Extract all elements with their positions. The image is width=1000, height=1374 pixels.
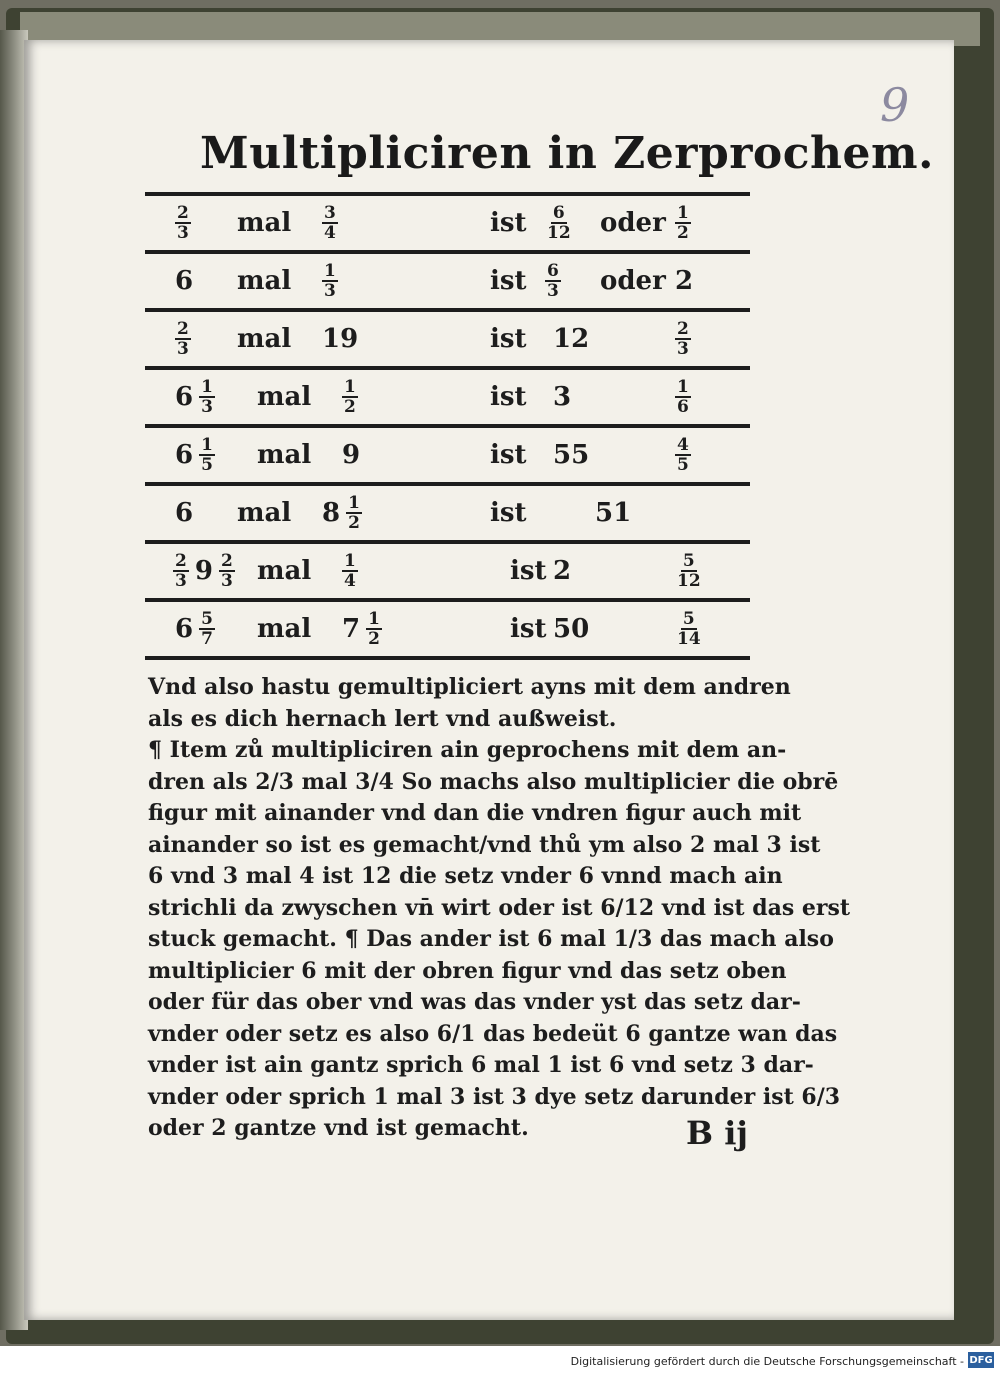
simplified-value: [675, 204, 691, 242]
left-value-numerator: 2: [177, 203, 189, 223]
left-whole: 6: [175, 440, 194, 470]
simplified-value-denominator: 6: [677, 397, 689, 417]
text-line: stuck gemacht. ¶ Das ander ist 6 mal 1/3 das mach also: [148, 926, 834, 952]
simplified-value-numerator: 4: [677, 435, 689, 455]
right-value: 19: [322, 324, 359, 354]
left-whole: 6: [175, 382, 194, 412]
right-value-numerator: 1: [324, 261, 336, 281]
operator-ist: ist: [490, 382, 527, 412]
right-value-numerator: 3: [324, 203, 336, 223]
text-line: multiplicier 6 mit der obren figur vnd das setz oben: [148, 957, 787, 984]
right-value-numerator: 1: [368, 609, 380, 629]
left-value: [219, 552, 235, 590]
right-value-denominator: 4: [324, 223, 336, 243]
simplified-value-numerator: 2: [677, 319, 689, 339]
right-value-denominator: 2: [368, 629, 380, 649]
left-operand: [175, 311, 191, 367]
body-text: [148, 672, 851, 1145]
operator-mal: mal: [237, 266, 292, 296]
page-number-mark: 9: [880, 78, 910, 132]
simplified-value-numerator: 5: [682, 551, 695, 571]
operator-mal: mal: [237, 324, 292, 354]
text-line: vnder ist ain gantz sprich 6 mal 1 ist 6 vnd setz 3 dar-: [148, 1052, 814, 1078]
left-whole: 9: [194, 556, 213, 586]
text-line: oder für das ober vnd was das vnder yst das setz dar-: [148, 989, 801, 1015]
right-value: [366, 610, 382, 648]
left-operand: [175, 253, 193, 309]
right-value: [322, 262, 338, 300]
result-value: 55: [553, 440, 590, 470]
table-row: [145, 601, 750, 657]
operator-mal: mal: [257, 440, 312, 470]
left-value: 6: [175, 498, 194, 528]
left-value: 6: [175, 266, 194, 296]
left-value-denominator: 3: [201, 397, 213, 417]
right-operand: [322, 485, 362, 541]
left-value: [175, 320, 191, 358]
right-value: [346, 494, 362, 532]
text-line: dren als 2/3 mal 3/4 So machs also multiplicier die obrē: [148, 768, 839, 795]
left-operand: [175, 427, 215, 483]
left-value-denominator: 5: [201, 455, 213, 475]
simplified-value-numerator: 1: [677, 377, 689, 397]
right-whole: 8: [322, 498, 341, 528]
simplified-value-denominator: 2: [677, 223, 689, 243]
operator-mal: mal: [237, 208, 292, 238]
page-title: Multipliciren in Zerprochem.: [200, 128, 934, 179]
right-value-numerator: 1: [348, 493, 360, 513]
simplified-value: [675, 552, 703, 590]
right-value-denominator: 2: [344, 397, 356, 417]
result-value: 51: [595, 498, 632, 528]
operator-mal: mal: [237, 498, 292, 528]
table-row: [145, 485, 750, 541]
table-row: [145, 195, 750, 251]
left-value-denominator: 3: [220, 571, 233, 591]
table-rule: [145, 656, 750, 660]
operator-mal: mal: [257, 556, 312, 586]
simplified-value: [675, 436, 691, 474]
left-operand: [175, 485, 193, 541]
text-line: 6 vnd 3 mal 4 ist 12 die setz vnder 6 vnnd mach ain: [148, 863, 783, 889]
right-value: 9: [342, 440, 361, 470]
left-operand: [175, 195, 191, 251]
simplified-value-numerator: 5: [682, 609, 695, 629]
simplified-value-denominator: 3: [677, 339, 689, 359]
right-value-numerator: 1: [344, 551, 356, 571]
operator-mal: mal: [257, 382, 312, 412]
operator-oder: oder: [600, 208, 666, 238]
result-value-denominator: 12: [547, 223, 571, 243]
right-value: [322, 204, 338, 242]
operator-ist: ist: [490, 208, 527, 238]
left-operand: [175, 601, 215, 657]
right-value: [342, 378, 358, 416]
result-value-denominator: 3: [547, 281, 559, 301]
operator-ist: ist: [490, 440, 527, 470]
right-whole: 7: [342, 614, 361, 644]
operator-ist: ist: [490, 266, 527, 296]
left-value-denominator: 7: [201, 629, 213, 649]
text-line: ¶ Item zů multipliciren ain geprochens mit dem an-: [148, 737, 787, 763]
table-row: [145, 543, 750, 599]
left-prefix-fraction-numerator: 2: [175, 551, 187, 571]
operator-ist: ist: [490, 324, 527, 354]
text-line: vnder oder setz es also 6/1 das bedeüt 6 gantze wan das: [148, 1020, 838, 1047]
result-value: 50: [553, 614, 590, 644]
text-line: strichli da zwyschen vn̄ wirt oder ist 6/12 vnd ist das erst: [148, 894, 851, 921]
right-operand: [342, 427, 360, 483]
simplified-value: [675, 378, 691, 416]
right-operand: [322, 311, 358, 367]
left-value: [199, 436, 215, 474]
right-operand: [322, 253, 338, 309]
simplified-value: 2: [675, 266, 694, 296]
simplified-value: [675, 610, 703, 648]
left-value-denominator: 3: [177, 223, 189, 243]
right-value: [342, 552, 358, 590]
simplified-value-numerator: 1: [677, 203, 689, 223]
dfg-logo: DFG: [968, 1352, 994, 1368]
footer-credit: Digitalisierung gefördert durch die Deutsche Forschungsgemeinschaft -: [570, 1355, 964, 1368]
left-value-numerator: 2: [220, 551, 233, 571]
result-value: 2: [553, 556, 572, 586]
table-row: [145, 253, 750, 309]
result-value: [545, 204, 573, 242]
table-row: [145, 427, 750, 483]
right-operand: [342, 601, 382, 657]
operator-ist: ist: [510, 556, 547, 586]
left-value-numerator: 2: [177, 319, 189, 339]
left-prefix-fraction: [173, 552, 189, 590]
left-value-denominator: 3: [177, 339, 189, 359]
simplified-value-denominator: 5: [677, 455, 689, 475]
right-value-denominator: 3: [324, 281, 336, 301]
result-value-numerator: 6: [547, 261, 559, 281]
simplified-value: [675, 320, 691, 358]
right-value-denominator: 4: [344, 571, 356, 591]
text-line: oder 2 gantze vnd ist gemacht.: [148, 1115, 529, 1141]
left-value-numerator: 1: [201, 377, 213, 397]
right-value-numerator: 1: [344, 377, 356, 397]
right-value-denominator: 2: [348, 513, 360, 533]
text-line: als es dich hernach lert vnd außweist.: [148, 705, 617, 732]
table-row: [145, 311, 750, 367]
right-operand: [322, 195, 338, 251]
left-prefix-fraction-denominator: 3: [175, 571, 187, 591]
text-line: Vnd also hastu gemultipliciert ayns mit dem andren: [148, 674, 791, 700]
operator-ist: ist: [490, 498, 527, 528]
left-value-numerator: 5: [201, 609, 213, 629]
left-value: [199, 610, 215, 648]
left-value: [199, 378, 215, 416]
simplified-value-denominator: 12: [677, 571, 701, 591]
signature-mark: B ij: [686, 1114, 748, 1152]
right-operand: [342, 369, 358, 425]
operator-oder: oder: [600, 266, 666, 296]
result-value: 12: [553, 324, 590, 354]
operator-mal: mal: [257, 614, 312, 644]
text-line: figur mit ainander vnd dan die vndren figur auch mit: [148, 800, 802, 826]
result-value-numerator: 6: [552, 203, 565, 223]
left-operand: [173, 543, 235, 599]
left-whole: 6: [175, 614, 194, 644]
simplified-value-denominator: 14: [677, 629, 701, 649]
result-value: 3: [553, 382, 572, 412]
table-row: [145, 369, 750, 425]
left-value: [175, 204, 191, 242]
text-line: vnder oder sprich 1 mal 3 ist 3 dye setz darunder ist 6/3: [148, 1083, 841, 1110]
operator-ist: ist: [510, 614, 547, 644]
text-line: ainander so ist es gemacht/vnd thů ym also 2 mal 3 ist: [148, 831, 821, 858]
left-operand: [175, 369, 215, 425]
right-operand: [342, 543, 358, 599]
result-value: [545, 262, 561, 300]
left-value-numerator: 1: [201, 435, 213, 455]
